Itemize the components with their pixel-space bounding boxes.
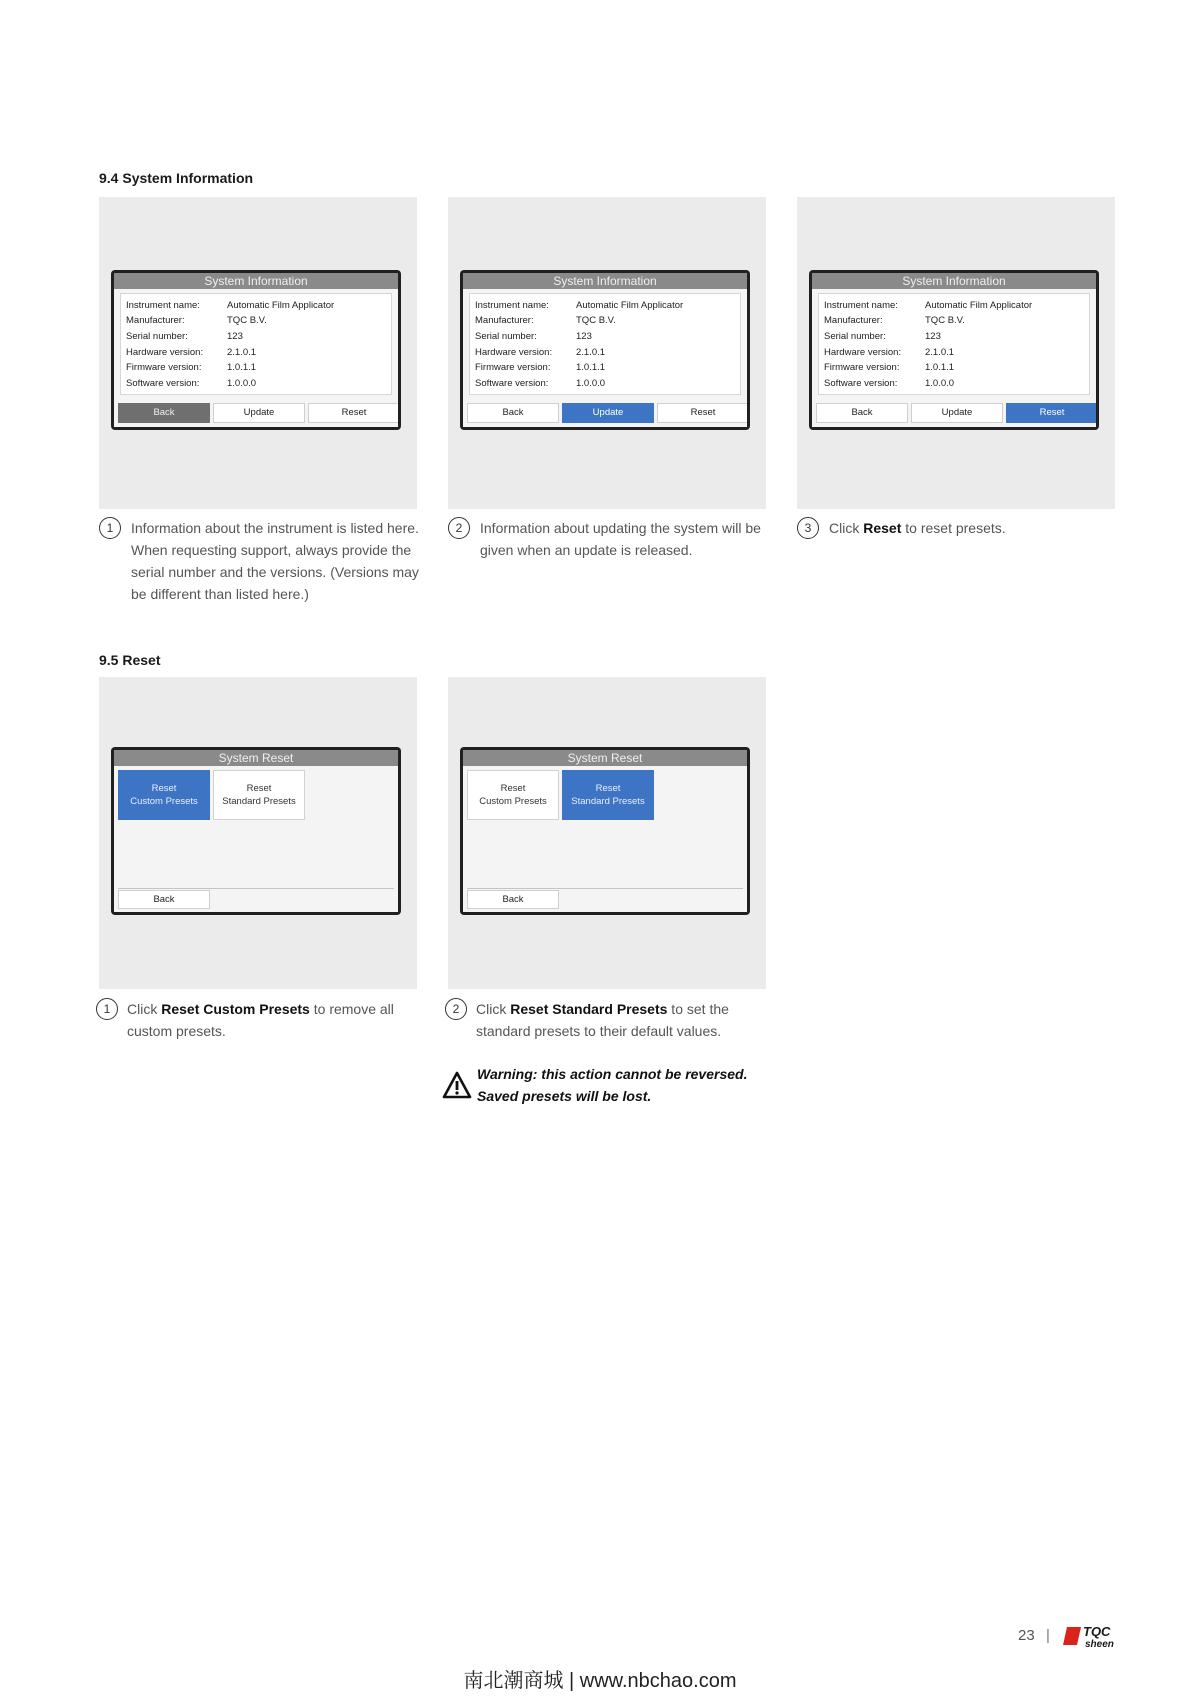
info-row-instrument: Instrument name: Automatic Film Applicator xyxy=(824,300,1033,311)
back-button[interactable]: Back xyxy=(816,403,908,423)
step-text: Click Reset to reset presets. xyxy=(829,520,1006,536)
info-row-serial: Serial number: 123 xyxy=(475,331,592,342)
device-frame xyxy=(460,747,750,915)
back-button[interactable]: Back xyxy=(467,403,559,423)
screenshot-panel-info-1 xyxy=(99,197,417,509)
info-row-serial: Serial number: 123 xyxy=(126,331,243,342)
step-number: 2 xyxy=(445,998,467,1020)
screen-title: System Information xyxy=(463,273,747,289)
info-row-instrument: Instrument name: Automatic Film Applicator xyxy=(475,300,684,311)
update-button[interactable]: Update xyxy=(562,403,654,423)
step-number: 1 xyxy=(96,998,118,1020)
warning-triangle-icon xyxy=(442,1070,472,1100)
info-row-software: Software version: 1.0.0.0 xyxy=(126,378,257,389)
footer-separator: | xyxy=(1046,1627,1050,1644)
reset-standard-presets-tile[interactable]: Reset Standard Presets xyxy=(213,770,305,820)
screenshot-panel-info-2 xyxy=(448,197,766,509)
device-screen xyxy=(114,750,398,912)
info-row-hardware: Hardware version: 2.1.0.1 xyxy=(824,347,955,358)
info-row-firmware: Firmware version: 1.0.1.1 xyxy=(126,362,257,373)
section-title-reset: 9.5 Reset xyxy=(99,652,161,668)
reset-custom-presets-tile[interactable]: Reset Custom Presets xyxy=(467,770,559,820)
step-number: 2 xyxy=(448,517,470,539)
info-row-instrument: Instrument name: Automatic Film Applicator xyxy=(126,300,335,311)
screenshot-panel-info-3 xyxy=(797,197,1115,509)
update-button[interactable]: Update xyxy=(213,403,305,423)
device-screen xyxy=(812,273,1096,427)
watermark: 南北潮商城 | www.nbchao.com xyxy=(463,1670,737,1692)
step-text: Click Reset Custom Presets to remove all custom presets. xyxy=(127,1001,394,1039)
divider xyxy=(467,888,743,889)
reset-tiles xyxy=(467,770,743,880)
reset-custom-presets-tile[interactable]: Reset Custom Presets xyxy=(118,770,210,820)
screenshot-panel-reset-2 xyxy=(448,677,766,989)
back-button[interactable]: Back xyxy=(118,403,210,423)
info-box xyxy=(120,293,392,395)
reset-button[interactable]: Reset xyxy=(657,403,747,423)
screen-title: System Reset xyxy=(114,750,398,766)
info-row-serial: Serial number: 123 xyxy=(824,331,941,342)
info-row-manufacturer: Manufacturer: TQC B.V. xyxy=(126,315,267,326)
info-box xyxy=(818,293,1090,395)
step-text: Information about the instrument is listed here. When requesting support, always provide the serial number and the versions. (Versions may be different than listed here.) xyxy=(131,520,419,602)
device-frame xyxy=(111,270,401,430)
screen-title: System Reset xyxy=(463,750,747,766)
update-button[interactable]: Update xyxy=(911,403,1003,423)
button-row xyxy=(467,403,743,423)
screen-title: System Information xyxy=(114,273,398,289)
info-row-firmware: Firmware version: 1.0.1.1 xyxy=(824,362,955,373)
device-frame xyxy=(111,747,401,915)
info-row-hardware: Hardware version: 2.1.0.1 xyxy=(126,347,257,358)
svg-text:TQC: TQC xyxy=(1083,1624,1111,1639)
reset-tiles xyxy=(118,770,394,880)
reset-button[interactable]: Reset xyxy=(308,403,398,423)
section-title-system-information: 9.4 System Information xyxy=(99,170,254,186)
info-row-manufacturer: Manufacturer: TQC B.V. xyxy=(824,315,965,326)
step-text: Information about updating the system will be given when an update is released. xyxy=(480,520,761,558)
button-row xyxy=(118,403,394,423)
screen-title: System Information xyxy=(812,273,1096,289)
divider xyxy=(118,888,394,889)
device-frame xyxy=(809,270,1099,430)
step-number: 3 xyxy=(797,517,819,539)
step-text: Click Reset Standard Presets to set the standard presets to their default values. xyxy=(476,1001,729,1039)
warning-text: Warning: this action cannot be reversed. Saved presets will be lost. xyxy=(477,1066,748,1104)
tqc-sheen-logo xyxy=(1063,1623,1135,1649)
info-row-software: Software version: 1.0.0.0 xyxy=(475,378,606,389)
device-screen xyxy=(114,273,398,427)
info-box xyxy=(469,293,741,395)
svg-text:sheen: sheen xyxy=(1085,1639,1114,1649)
step-info-2 xyxy=(448,517,768,563)
back-button[interactable]: Back xyxy=(118,890,210,909)
info-row-firmware: Firmware version: 1.0.1.1 xyxy=(475,362,606,373)
page-number: 23 xyxy=(1018,1627,1035,1644)
step-number: 1 xyxy=(99,517,121,539)
device-screen xyxy=(463,273,747,427)
step-reset-1 xyxy=(96,998,416,1044)
button-row xyxy=(816,403,1092,423)
screenshot-panel-reset-1 xyxy=(99,677,417,989)
step-reset-2 xyxy=(445,998,765,1044)
reset-button[interactable]: Reset xyxy=(1006,403,1096,423)
step-info-3 xyxy=(797,517,1117,541)
info-row-hardware: Hardware version: 2.1.0.1 xyxy=(475,347,606,358)
reset-standard-presets-tile[interactable]: Reset Standard Presets xyxy=(562,770,654,820)
device-frame xyxy=(460,270,750,430)
device-screen xyxy=(463,750,747,912)
info-row-manufacturer: Manufacturer: TQC B.V. xyxy=(475,315,616,326)
step-info-1 xyxy=(99,517,419,607)
info-row-software: Software version: 1.0.0.0 xyxy=(824,378,955,389)
back-button[interactable]: Back xyxy=(467,890,559,909)
